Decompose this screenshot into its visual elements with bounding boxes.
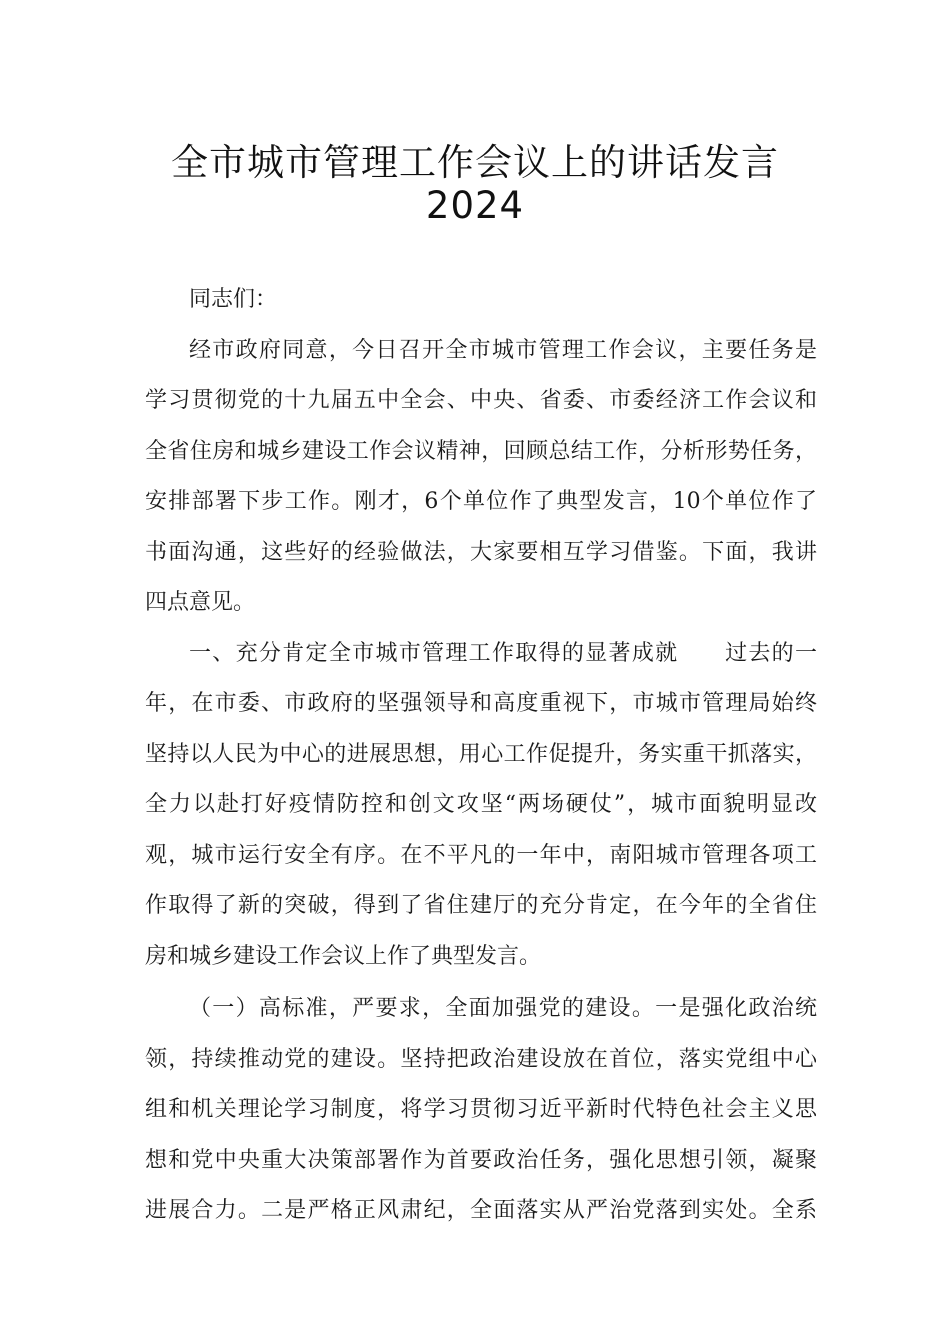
paragraph-line: 房和城乡建设工作会议上作了典型发言。 [145,943,542,969]
document-title-year: 2024 [425,184,525,227]
section-heading-line: 一、充分肯定全市城市管理工作取得的显著成就 过去的一 [189,640,817,666]
paragraph-line: 进展合力。二是严格正风肃纪，全面落实从严治党落到实处。全系 [145,1198,817,1223]
subsection-line: （一）高标准，严要求，全面加强党的建设。一是强化政治统 [189,996,817,1021]
paragraph-line: 作取得了新的突破，得到了省住建厅的充分肯定，在今年的全省住 [145,893,817,918]
salutation: 同志们： [189,287,278,312]
paragraph-line: 领，持续推动党的建设。坚持把政治建设放在首位，落实党组中心 [145,1046,817,1072]
paragraph-line: 坚持以人民为中心的进展思想，用心工作促提升，务实重干抓落实， [145,741,817,767]
paragraph-line: 组和机关理论学习制度，将学习贯彻习近平新时代特色社会主义思 [145,1097,817,1122]
paragraph-line: 书面沟通，这些好的经验做法，大家要相互学习借鉴。下面，我讲 [145,539,817,565]
paragraph-line: 观，城市运行安全有序。在不平凡的一年中，南阳城市管理各项工 [145,842,817,868]
paragraph-line: 四点意见。 [145,590,256,615]
paragraph-line: 经市政府同意，今日召开全市城市管理工作会议，主要任务是 [189,337,817,363]
paragraph-line: 全省住房和城乡建设工作会议精神，回顾总结工作，分析形势任务， [145,438,817,464]
paragraph-line: 安排部署下步工作。刚才，6个单位作了典型发言，10个单位作了 [145,489,817,514]
paragraph-line: 年，在市委、市政府的坚强领导和高度重视下，市城市管理局始终 [145,691,817,716]
paragraph-line: 学习贯彻党的十九届五中全会、中央、省委、市委经济工作会议和 [145,388,817,413]
document-body [145,275,817,1237]
paragraph-line: 全力以赴打好疫情防控和创文攻坚“两场硬仗”，城市面貌明显改 [145,792,817,817]
paragraph-line: 想和党中央重大决策部署作为首要政治任务，强化思想引领，凝聚 [145,1147,817,1173]
document-title: 全市城市管理工作会议上的讲话发言 [171,141,779,184]
